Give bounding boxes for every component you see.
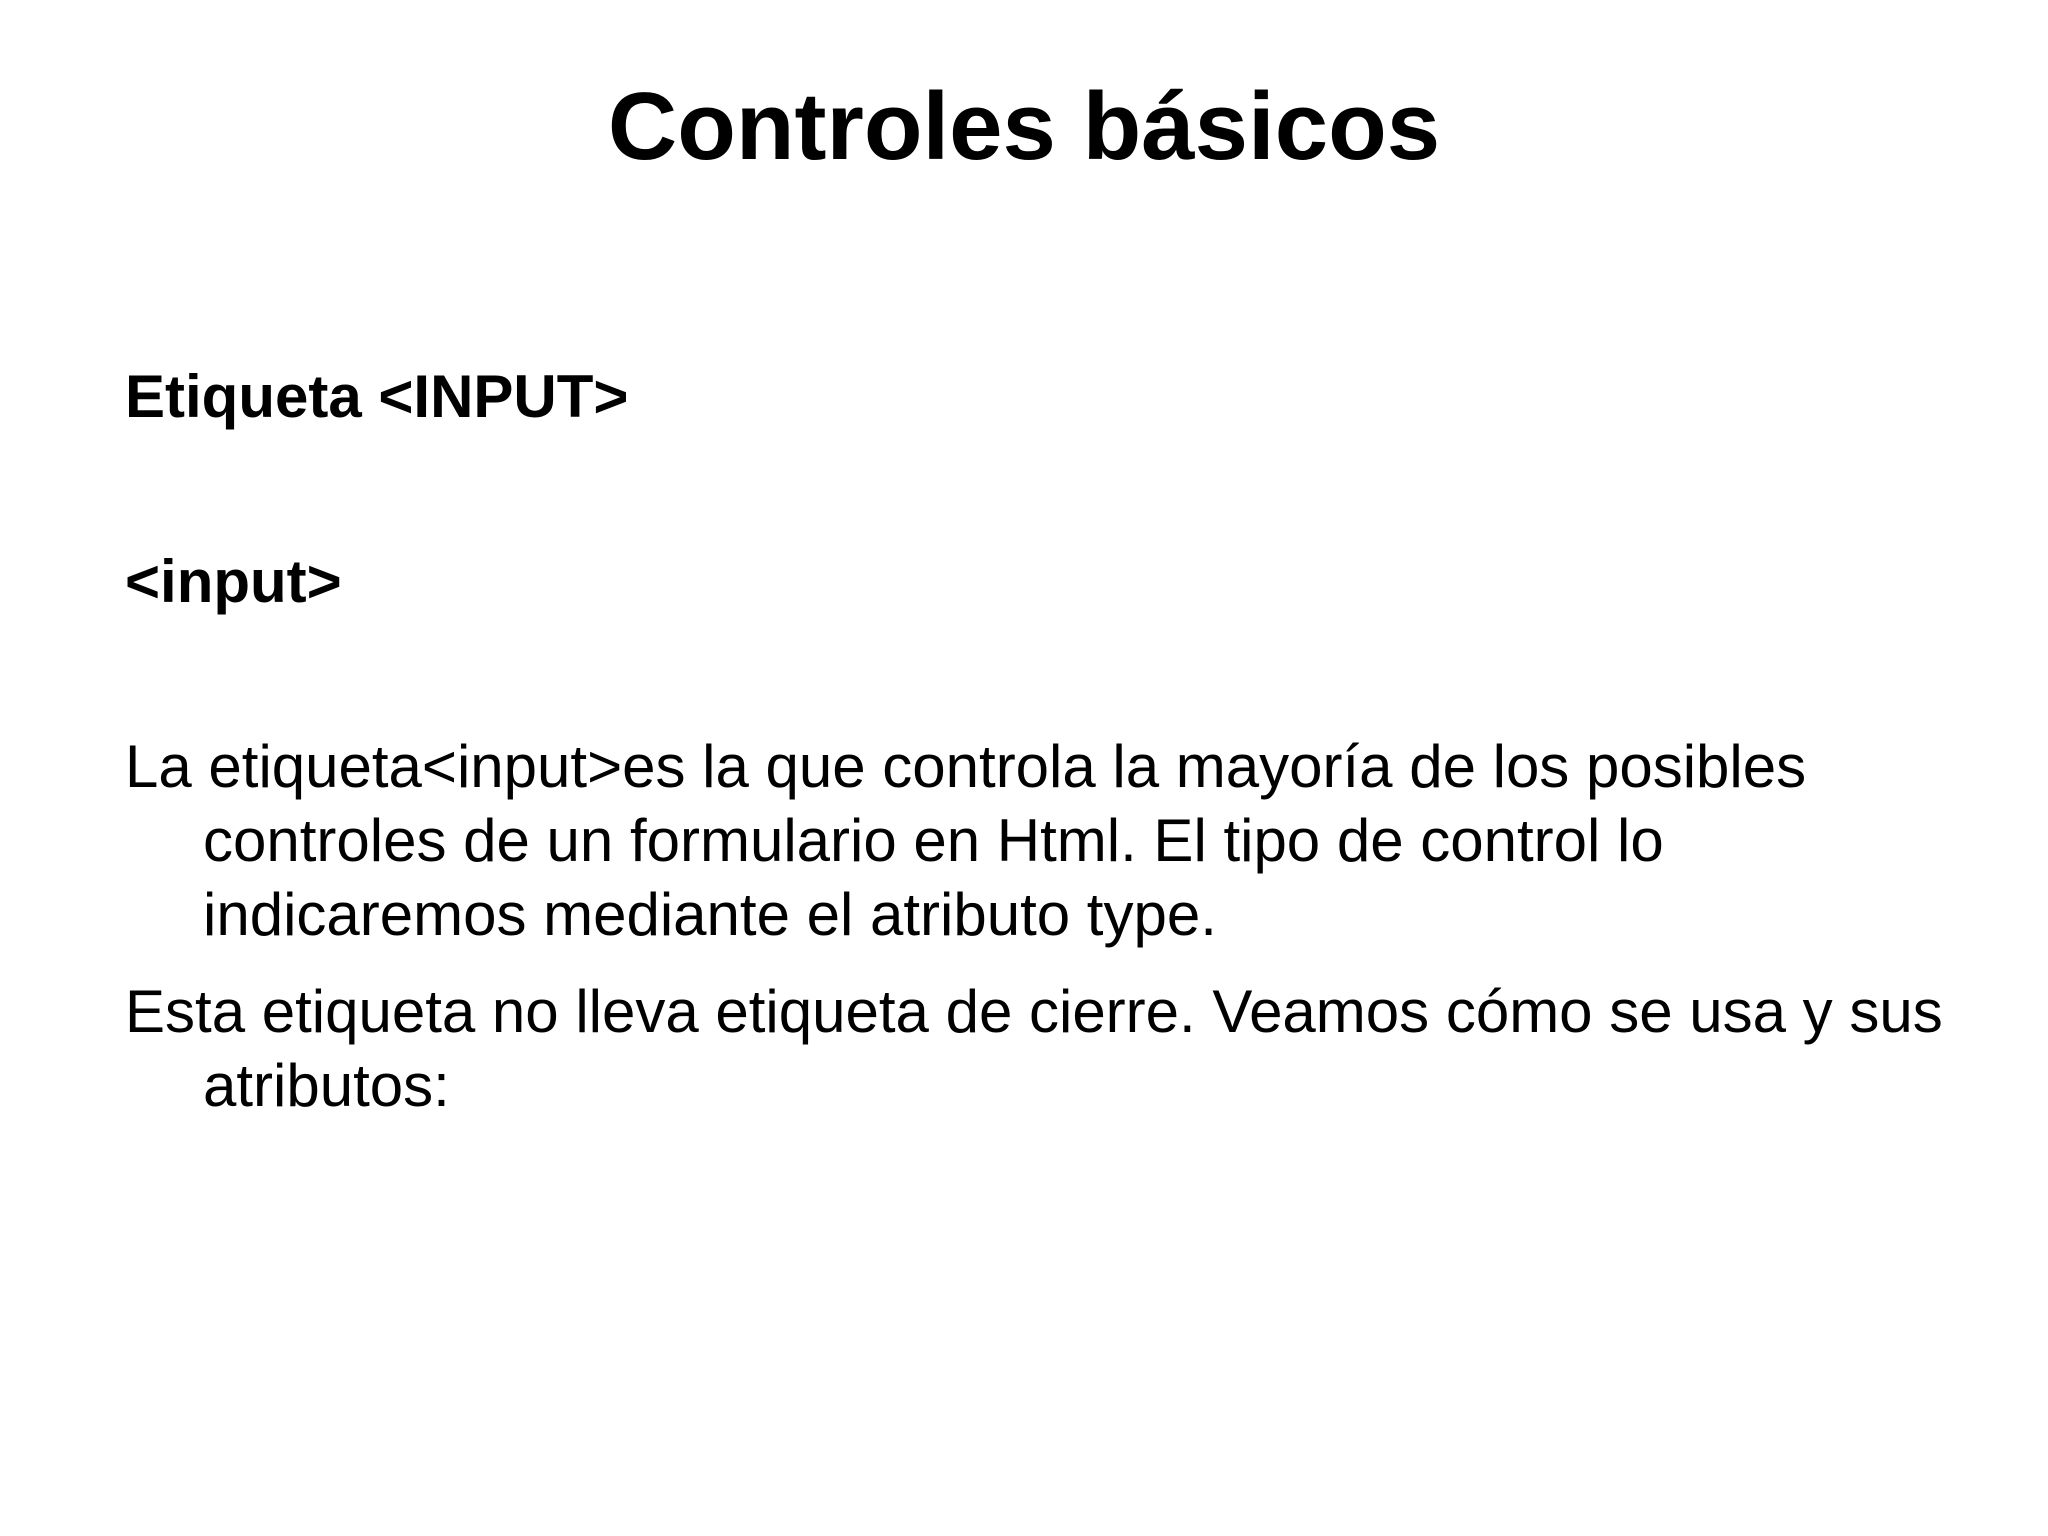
tag-heading: <input>: [125, 548, 342, 615]
subheading: Etiqueta <INPUT>: [125, 363, 629, 430]
paragraph-2: Esta etiqueta no lleva etiqueta de cierre. Veamos cómo se usa y sus atributos:: [125, 978, 1943, 1119]
slide-title: Controles básicos: [607, 73, 1441, 180]
paragraph-1: La etiqueta<input>es la que controla la mayoría de los posibles controles de un formulario en Html. El tipo de control lo indicaremos mediante el atributo type.: [125, 733, 1807, 948]
